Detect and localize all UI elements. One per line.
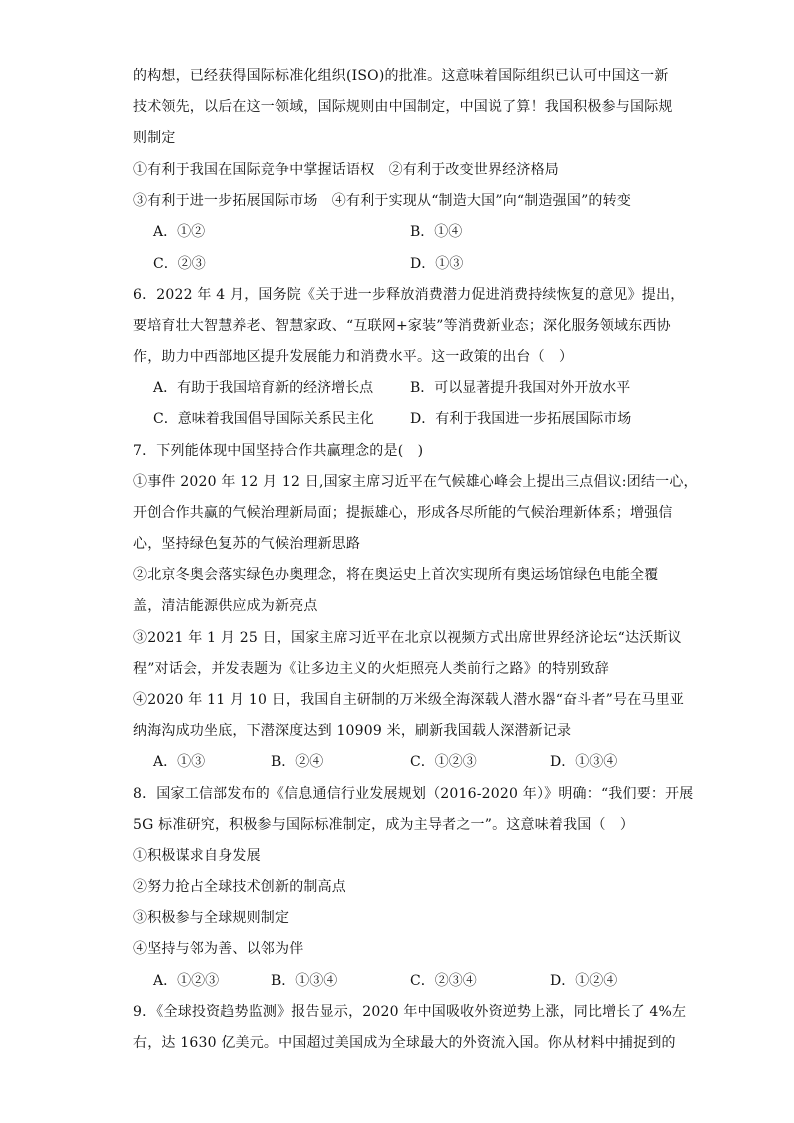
q6-stem-line-2: 要培育壮大智慧养老、智慧家政、“互联网+家装”等消费新业态；深化服务领域东西协 <box>133 318 671 334</box>
q5-option-b[interactable]: B．①④ <box>410 224 463 240</box>
q7-option-d[interactable]: D．①③④ <box>550 754 618 770</box>
q6-stem-line-3: 作，助力中西部地区提升发展能力和消费水平。这一政策的出台（ ） <box>133 349 574 365</box>
q8-option-c[interactable]: C．②③④ <box>410 973 477 989</box>
q8-statement-3: ③积极参与全球规则制定 <box>133 910 290 926</box>
q8-option-b[interactable]: B．①③④ <box>271 973 338 989</box>
q6-stem-line-1: 6．2022 年 4 月，国务院《关于进一步释放消费潜力促进消费持续恢复的意见》提出， <box>133 287 685 303</box>
q5-option-a[interactable]: A．①② <box>153 224 206 240</box>
q8-statement-2: ②努力抢占全球技术创新的制高点 <box>133 879 346 895</box>
q7-option-b[interactable]: B．②④ <box>271 754 324 770</box>
q7-statement-1-line-2: 开创合作共赢的气候治理新局面；提振雄心，形成各尽所能的气候治理新体系；增强信 <box>133 505 673 521</box>
q8-option-a[interactable]: A．①②③ <box>153 973 220 989</box>
q5-statements-3-4: ③有利于进一步拓展国际市场 ④有利于实现从“制造大国”向“制造强国”的转变 <box>133 193 632 209</box>
q7-statement-2-line-2: 盖，清洁能源供应成为新亮点 <box>133 598 318 614</box>
q5-statements-1-2: ①有利于我国在国际竞争中掌握话语权 ②有利于改变世界经济格局 <box>133 162 559 178</box>
q7-statement-2-line-1: ②北京冬奥会落实绿色办奥理念，将在奥运史上首次实现所有奥运场馆绿色电能全覆 <box>133 567 659 583</box>
q6-option-d[interactable]: D．有利于我国进一步拓展国际市场 <box>410 411 632 427</box>
q7-statement-1-line-1: ①事件 2020 年 12 月 12 日,国家主席习近平在气候雄心峰会上提出三点倡议:团结一心， <box>133 474 698 490</box>
q9-stem-line-1: 9．《全球投资趋势监测》报告显示，2020 年中国吸收外资逆势上涨，同比增长了 4%左 <box>133 1004 687 1020</box>
q5-text-line-2: 技术领先，以后在这一领域，国际规则由中国制定，中国说了算！我国积极参与国际规 <box>133 99 673 115</box>
q8-statement-4: ④坚持与邻为善、以邻为伴 <box>133 941 304 957</box>
q5-text-line-3: 则制定 <box>133 130 176 146</box>
q7-statement-3-line-1: ③2021 年 1 月 25 日，国家主席习近平在北京以视频方式出席世界经济论坛“达沃斯议 <box>133 630 682 646</box>
q9-stem-line-2: 右，达 1630 亿美元。中国超过美国成为全球最大的外资流入国。你从材料中捕捉到的 <box>133 1035 676 1051</box>
q8-statement-1: ①积极谋求自身发展 <box>133 848 261 864</box>
q6-option-c[interactable]: C．意味着我国倡导国际关系民主化 <box>153 411 374 427</box>
q5-option-c[interactable]: C．②③ <box>153 256 206 272</box>
q5-text-line-1: 的构想，已经获得国际标准化组织(ISO)的批准。这意味着国际组织已认可中国这一新 <box>133 68 669 84</box>
q7-statement-4-line-1: ④2020 年 11 月 10 日，我国自主研制的万米级全海深载人潜水器“奋斗者”号在马里亚 <box>133 692 685 708</box>
q6-option-a[interactable]: A．有助于我国培育新的经济增长点 <box>153 380 374 396</box>
q7-statement-3-line-2: 程”对话会，并发表题为《让多边主义的火炬照亮人类前行之路》的特别致辞 <box>133 661 609 677</box>
q8-option-d[interactable]: D．①②④ <box>550 973 618 989</box>
q7-option-c[interactable]: C．①②③ <box>410 754 477 770</box>
q7-option-a[interactable]: A．①③ <box>153 754 206 770</box>
q7-statement-1-line-3: 心，坚持绿色复苏的气候治理新思路 <box>133 536 361 552</box>
q7-stem: 7．下列能体现中国坚持合作共赢理念的是( ) <box>133 443 424 459</box>
q6-option-b[interactable]: B．可以显著提升我国对外开放水平 <box>410 380 631 396</box>
q7-statement-4-line-2: 纳海沟成功坐底，下潜深度达到 10909 米，刷新我国载人深潜新记录 <box>133 723 572 739</box>
q5-option-d[interactable]: D．①③ <box>410 256 464 272</box>
q8-stem-line-1: 8．国家工信部发布的《信息通信行业发展规划（2016-2020 年）》明确：“我们要：开展 <box>133 786 694 802</box>
q8-stem-line-2: 5G 标准研究，积极参与国际标准制定，成为主导者之一”。这意味着我国（ ） <box>133 817 635 833</box>
